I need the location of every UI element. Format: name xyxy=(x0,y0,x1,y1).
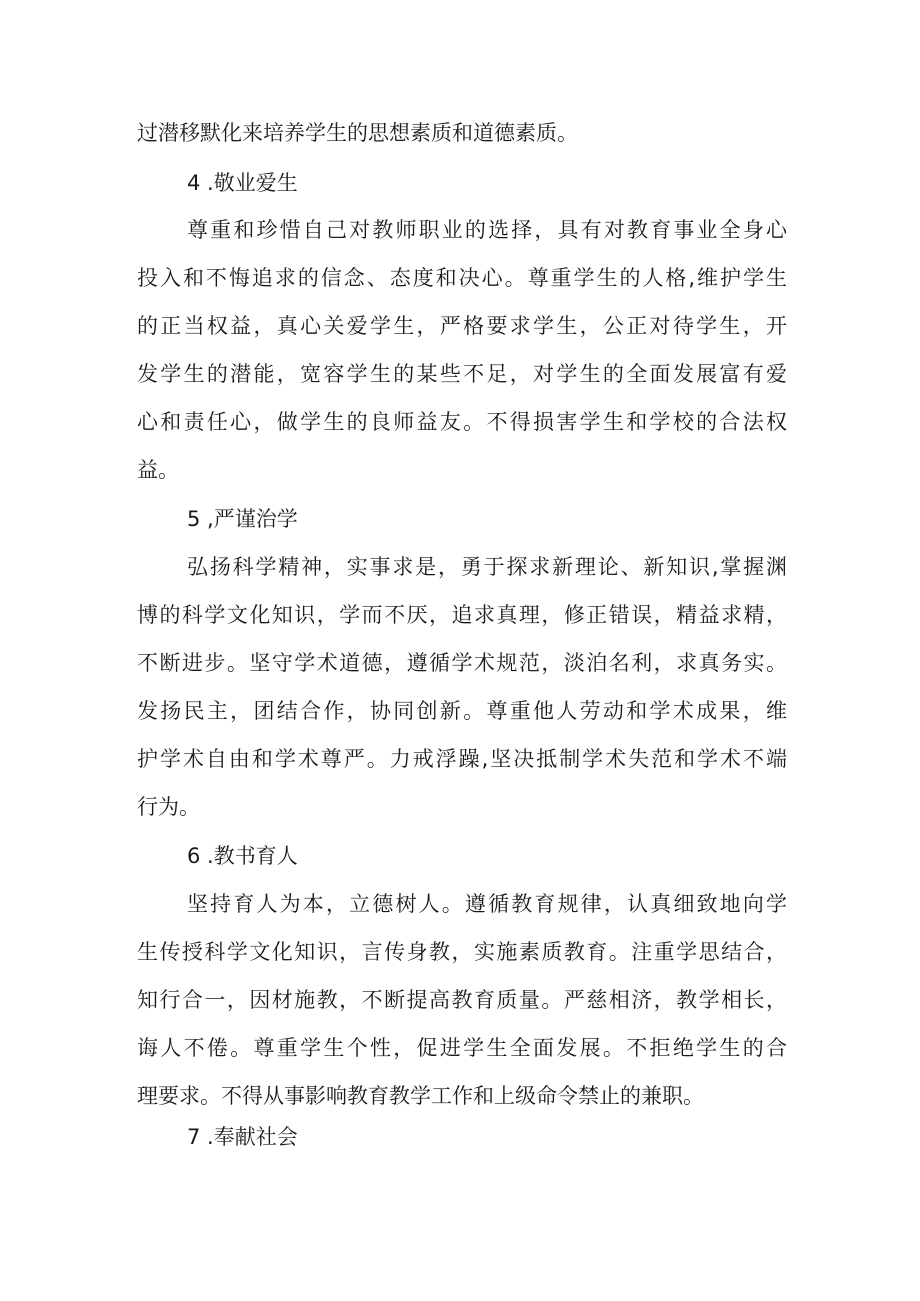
paragraph-line: 诲人不倦。尊重学生个性，促进学生全面发展。不拒绝学生的合 xyxy=(137,1036,787,1060)
paragraph-line: 博的科学文化知识，学而不厌，追求真理，修正错误，精益求精， xyxy=(137,603,787,627)
paragraph-line: 弘扬科学精神，实事求是，勇于探求新理论、新知识,掌握渊 xyxy=(187,555,787,579)
paragraph-line: 坚持育人为本，立德树人。遵循教育规律，认真细致地向学 xyxy=(187,892,787,916)
paragraph-line: 行为。 xyxy=(137,795,200,819)
paragraph-line: 的正当权益，真心关爱学生，严格要求学生，公正对待学生，开 xyxy=(137,314,787,338)
paragraph-line: 理要求。不得从事影响教育教学工作和上级命令禁止的兼职。 xyxy=(137,1084,704,1108)
paragraph-line: 不断进步。坚守学术道德，遵循学术规范，淡泊名利，求真务实。 xyxy=(137,651,787,675)
paragraph-line: 投入和不悔追求的信念、态度和决心。尊重学生的人格,维护学生 xyxy=(137,266,787,290)
paragraph-line: 心和责任心，做学生的良师益友。不得损害学生和学校的合法权 xyxy=(137,410,787,434)
paragraph-line: 益。 xyxy=(137,458,179,482)
paragraph-line: 护学术自由和学术尊严。力戒浮躁,坚决抵制学术失范和学术不端 xyxy=(137,747,787,771)
paragraph-line: 知行合一，因材施教，不断提高教育质量。严慈相济，教学相长， xyxy=(137,988,787,1012)
paragraph-line: 生传授科学文化知识，言传身教，实施素质教育。注重学思结合， xyxy=(137,940,787,964)
paragraph-line: 发扬民主，团结合作，协同创新。尊重他人劳动和学术成果，维 xyxy=(137,699,787,723)
section-heading-5: 5 ,严谨治学 xyxy=(187,507,298,531)
paragraph-line: 发学生的潜能，宽容学生的某些不足，对学生的全面发展富有爱 xyxy=(137,362,787,386)
section-heading-4: 4 .敬业爱生 xyxy=(187,171,298,195)
section-heading-6: 6 .教书育人 xyxy=(187,844,298,868)
section-heading-7: 7 .奉献社会 xyxy=(187,1125,298,1149)
paragraph-line: 过潜移默化来培养学生的思想素质和道德素质。 xyxy=(137,121,578,145)
paragraph-line: 尊重和珍惜自己对教师职业的选择，具有对教育事业全身心 xyxy=(187,218,787,242)
